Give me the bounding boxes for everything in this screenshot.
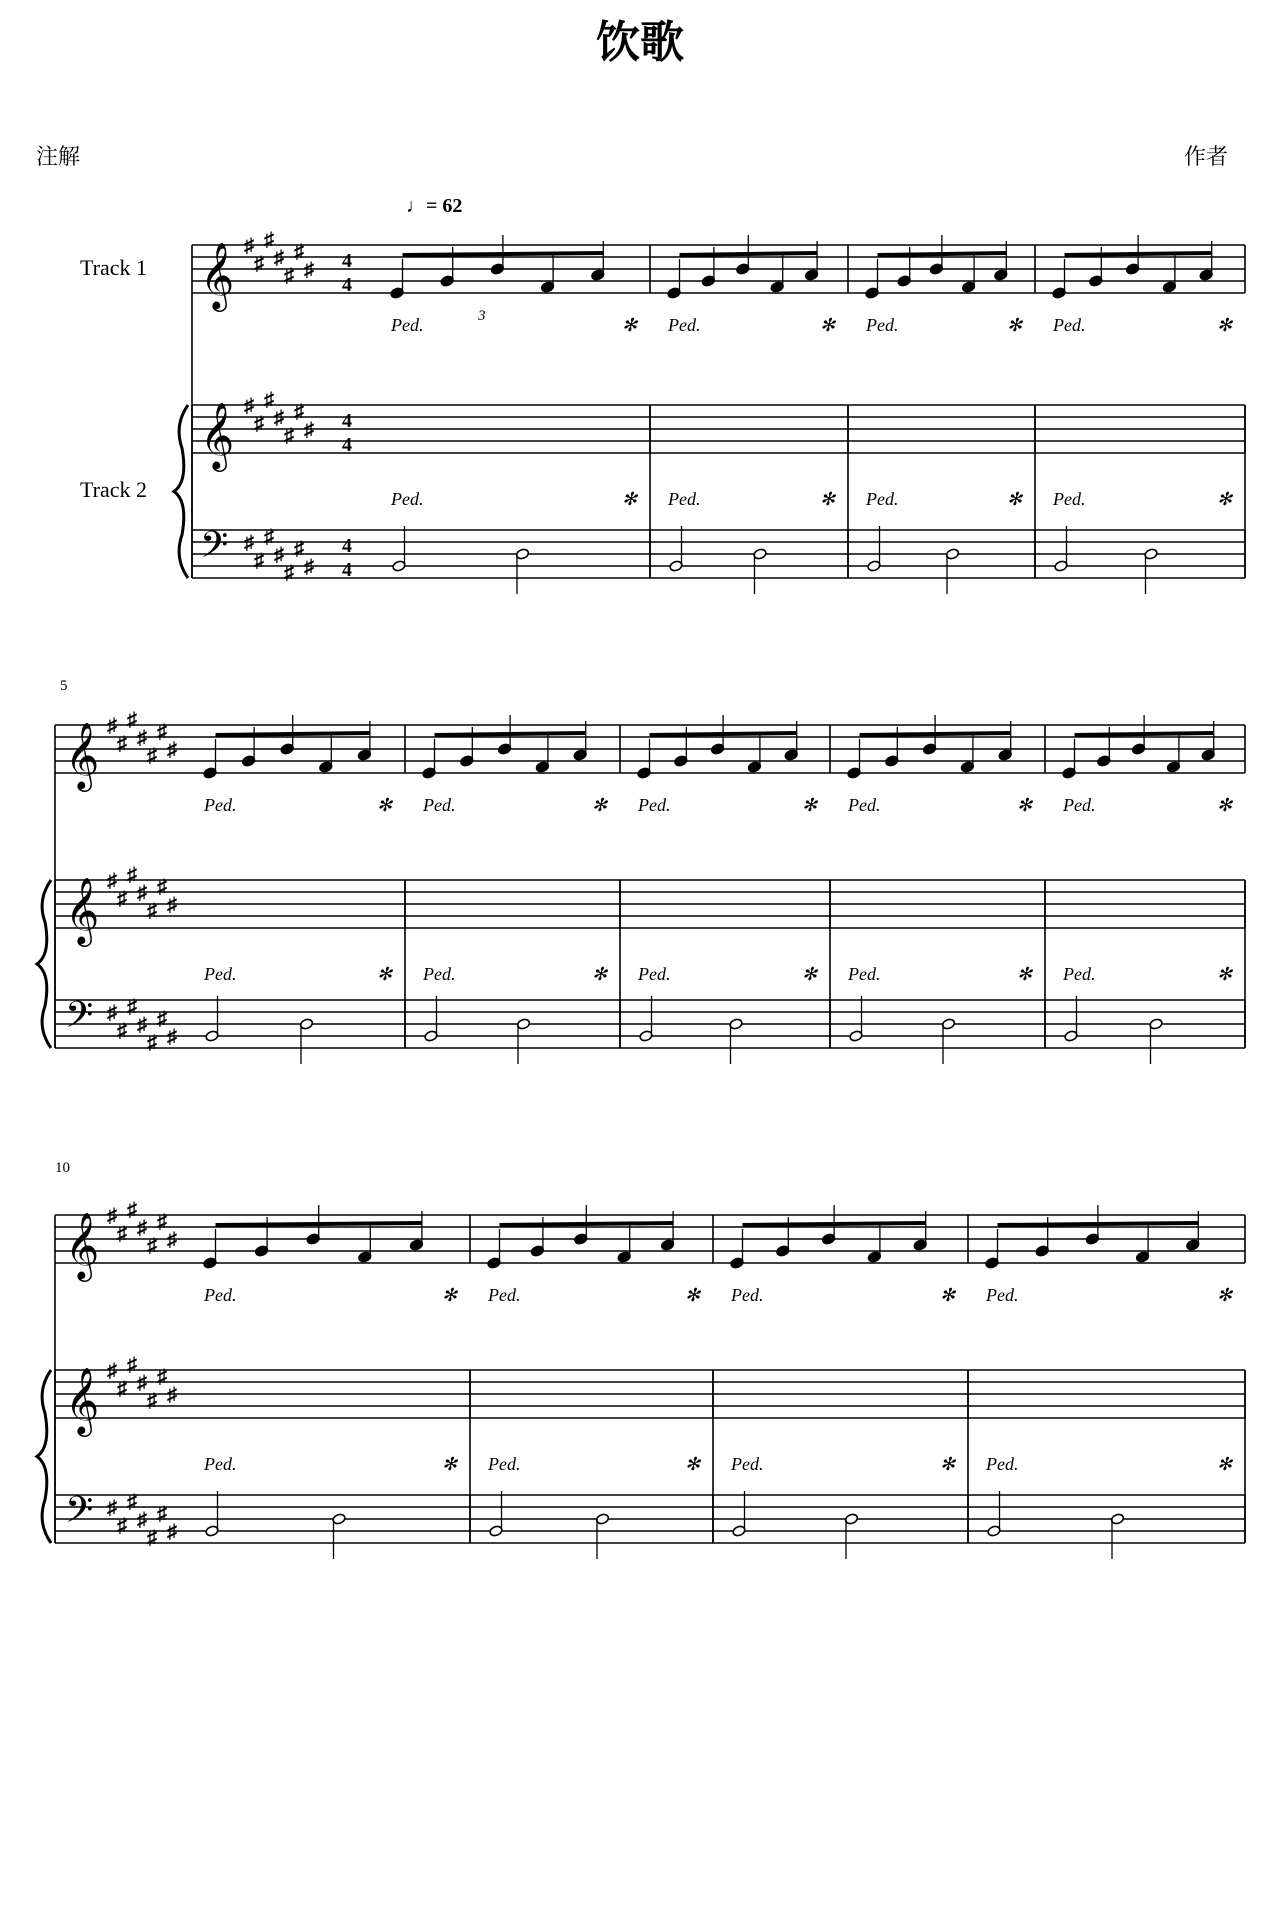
- measure-number: 5: [60, 678, 68, 694]
- sharp-sign: ♯: [167, 1229, 177, 1251]
- sharp-sign: ♯: [107, 715, 117, 737]
- sharp-sign: ♯: [127, 864, 137, 886]
- sharp-sign: ♯: [137, 1014, 147, 1036]
- sharp-sign: ♯: [107, 1360, 117, 1382]
- pedal-release-mark: ✻: [377, 964, 393, 984]
- note-beam: [1065, 253, 1212, 255]
- pedal-mark: Ped.: [488, 1454, 521, 1474]
- pedal-release-mark: ✻: [442, 1454, 458, 1474]
- sharp-sign: ♯: [157, 721, 167, 743]
- sharp-sign: ♯: [284, 425, 294, 447]
- pedal-mark: Ped.: [731, 1454, 764, 1474]
- pedal-mark: Ped.: [986, 1454, 1019, 1474]
- sharp-sign: ♯: [254, 253, 264, 275]
- note-beam: [216, 1223, 422, 1225]
- pedal-release-mark: ✻: [622, 489, 638, 509]
- sharp-sign: ♯: [107, 870, 117, 892]
- sharp-sign: ♯: [304, 259, 314, 281]
- time-signature-top: 4: [342, 250, 352, 272]
- sharp-sign: ♯: [264, 229, 274, 251]
- time-signature-top: 4: [342, 410, 352, 432]
- sharp-sign: ♯: [167, 1026, 177, 1048]
- sharp-sign: ♯: [244, 532, 254, 554]
- pedal-release-mark: ✻: [622, 315, 638, 335]
- sharp-sign: ♯: [107, 1002, 117, 1024]
- sharp-sign: ♯: [264, 526, 274, 548]
- sharp-sign: ♯: [274, 247, 284, 269]
- pedal-release-mark: ✻: [592, 964, 608, 984]
- sharp-sign: ♯: [137, 1509, 147, 1531]
- sharp-sign: ♯: [117, 1223, 127, 1245]
- tempo-marking: ♩= 62: [406, 195, 463, 217]
- pedal-mark: Ped.: [638, 795, 671, 815]
- pedal-release-mark: ✻: [1217, 964, 1233, 984]
- pedal-release-mark: ✻: [802, 964, 818, 984]
- note-beam: [1075, 733, 1214, 735]
- sharp-sign: ♯: [304, 419, 314, 441]
- pedal-release-mark: ✻: [940, 1285, 956, 1305]
- sharp-sign: ♯: [127, 1354, 137, 1376]
- staff-brace: [37, 1370, 51, 1543]
- sharp-sign: ♯: [157, 1503, 167, 1525]
- pedal-release-mark: ✻: [685, 1454, 701, 1474]
- pedal-release-mark: ✻: [592, 795, 608, 815]
- note-beam: [860, 733, 1011, 735]
- pedal-mark: Ped.: [1053, 315, 1086, 335]
- track-label-1: Track 1: [80, 255, 148, 280]
- pedal-release-mark: ✻: [1217, 315, 1233, 335]
- sharp-sign: ♯: [137, 727, 147, 749]
- pedal-mark: Ped.: [423, 795, 456, 815]
- sharp-sign: ♯: [107, 1497, 117, 1519]
- time-signature-top: 4: [342, 535, 352, 557]
- pedal-release-mark: ✻: [1017, 795, 1033, 815]
- note-beam: [743, 1223, 926, 1225]
- sharp-sign: ♯: [137, 1372, 147, 1394]
- time-signature-bottom: 4: [342, 434, 352, 456]
- sharp-sign: ♯: [167, 894, 177, 916]
- pedal-release-mark: ✻: [820, 489, 836, 509]
- sharp-sign: ♯: [147, 1032, 157, 1054]
- sharp-sign: ♯: [167, 1521, 177, 1543]
- pedal-release-mark: ✻: [1017, 964, 1033, 984]
- note-beam: [680, 253, 818, 255]
- pedal-release-mark: ✻: [1007, 315, 1023, 335]
- sharp-sign: ♯: [117, 733, 127, 755]
- sharp-sign: ♯: [294, 241, 304, 263]
- pedal-mark: Ped.: [866, 315, 899, 335]
- note-beam: [216, 733, 370, 735]
- sharp-sign: ♯: [127, 1199, 137, 1221]
- note-beam: [878, 253, 1007, 255]
- sharp-sign: ♯: [157, 1008, 167, 1030]
- pedal-release-mark: ✻: [940, 1454, 956, 1474]
- bass-clef-icon: 𝄢: [65, 1489, 94, 1540]
- sharp-sign: ♯: [127, 1491, 137, 1513]
- pedal-release-mark: ✻: [1217, 1454, 1233, 1474]
- sharp-sign: ♯: [167, 739, 177, 761]
- pedal-mark: Ped.: [668, 489, 701, 509]
- pedal-release-mark: ✻: [685, 1285, 701, 1305]
- sharp-sign: ♯: [137, 882, 147, 904]
- pedal-release-mark: ✻: [1007, 489, 1023, 509]
- sharp-sign: ♯: [117, 1378, 127, 1400]
- sharp-sign: ♯: [147, 1235, 157, 1257]
- staff-brace: [37, 880, 51, 1048]
- pedal-release-mark: ✻: [802, 795, 818, 815]
- sharp-sign: ♯: [304, 556, 314, 578]
- sharp-sign: ♯: [157, 1366, 167, 1388]
- pedal-release-mark: ✻: [1217, 489, 1233, 509]
- sharp-sign: ♯: [127, 996, 137, 1018]
- pedal-mark: Ped.: [866, 489, 899, 509]
- pedal-release-mark: ✻: [820, 315, 836, 335]
- pedal-mark: Ped.: [1063, 795, 1096, 815]
- sharp-sign: ♯: [147, 1390, 157, 1412]
- sharp-sign: ♯: [147, 1527, 157, 1549]
- pedal-mark: Ped.: [731, 1285, 764, 1305]
- sharp-sign: ♯: [107, 1205, 117, 1227]
- pedal-mark: Ped.: [204, 1454, 237, 1474]
- sharp-sign: ♯: [294, 401, 304, 423]
- triplet-label: 3: [478, 308, 486, 324]
- pedal-mark: Ped.: [423, 964, 456, 984]
- sharp-sign: ♯: [157, 876, 167, 898]
- pedal-mark: Ped.: [204, 1285, 237, 1305]
- treble-clef-icon: 𝄞: [200, 241, 235, 309]
- sharp-sign: ♯: [284, 562, 294, 584]
- pedal-mark: Ped.: [204, 964, 237, 984]
- note-beam: [435, 733, 586, 735]
- score-title: 饮歌: [596, 17, 684, 68]
- note-beam: [998, 1223, 1199, 1225]
- composer-label: 作者: [1183, 145, 1228, 170]
- pedal-release-mark: ✻: [442, 1285, 458, 1305]
- note-beam: [650, 733, 797, 735]
- note-beam: [500, 1223, 674, 1225]
- treble-clef-icon: 𝄞: [65, 1366, 100, 1434]
- sharp-sign: ♯: [254, 550, 264, 572]
- sharp-sign: ♯: [284, 265, 294, 287]
- treble-clef-icon: 𝄞: [200, 401, 235, 469]
- time-signature-bottom: 4: [342, 274, 352, 296]
- pedal-mark: Ped.: [668, 315, 701, 335]
- sharp-sign: ♯: [244, 395, 254, 417]
- pedal-mark: Ped.: [848, 964, 881, 984]
- time-signature-bottom: 4: [342, 559, 352, 581]
- sharp-sign: ♯: [167, 1384, 177, 1406]
- pedal-mark: Ped.: [1053, 489, 1086, 509]
- sharp-sign: ♯: [274, 544, 284, 566]
- pedal-mark: Ped.: [986, 1285, 1019, 1305]
- treble-clef-icon: 𝄞: [65, 876, 100, 944]
- bass-clef-icon: 𝄢: [200, 524, 229, 575]
- measure-number: 10: [55, 1160, 70, 1176]
- sharp-sign: ♯: [157, 1211, 167, 1233]
- pedal-mark: Ped.: [391, 489, 424, 509]
- sharp-sign: ♯: [294, 538, 304, 560]
- treble-clef-icon: 𝄞: [65, 721, 100, 789]
- pedal-mark: Ped.: [488, 1285, 521, 1305]
- track-label-2: Track 2: [80, 477, 148, 502]
- staff-brace: [174, 405, 188, 578]
- pedal-release-mark: ✻: [377, 795, 393, 815]
- pedal-mark: Ped.: [638, 964, 671, 984]
- sharp-sign: ♯: [147, 745, 157, 767]
- treble-clef-icon: 𝄞: [65, 1211, 100, 1279]
- sharp-sign: ♯: [254, 413, 264, 435]
- sharp-sign: ♯: [117, 1515, 127, 1537]
- sharp-sign: ♯: [264, 389, 274, 411]
- pedal-release-mark: ✻: [1217, 795, 1233, 815]
- pedal-release-mark: ✻: [1217, 1285, 1233, 1305]
- pedal-mark: Ped.: [391, 315, 424, 335]
- sharp-sign: ♯: [117, 1020, 127, 1042]
- bass-clef-icon: 𝄢: [65, 994, 94, 1045]
- pedal-mark: Ped.: [204, 795, 237, 815]
- sharp-sign: ♯: [117, 888, 127, 910]
- sharp-sign: ♯: [137, 1217, 147, 1239]
- pedal-mark: Ped.: [1063, 964, 1096, 984]
- sharp-sign: ♯: [244, 235, 254, 257]
- sharp-sign: ♯: [127, 709, 137, 731]
- pedal-mark: Ped.: [848, 795, 881, 815]
- note-beam: [403, 253, 604, 255]
- sharp-sign: ♯: [274, 407, 284, 429]
- sharp-sign: ♯: [147, 900, 157, 922]
- annotation-label: 注解: [36, 145, 81, 170]
